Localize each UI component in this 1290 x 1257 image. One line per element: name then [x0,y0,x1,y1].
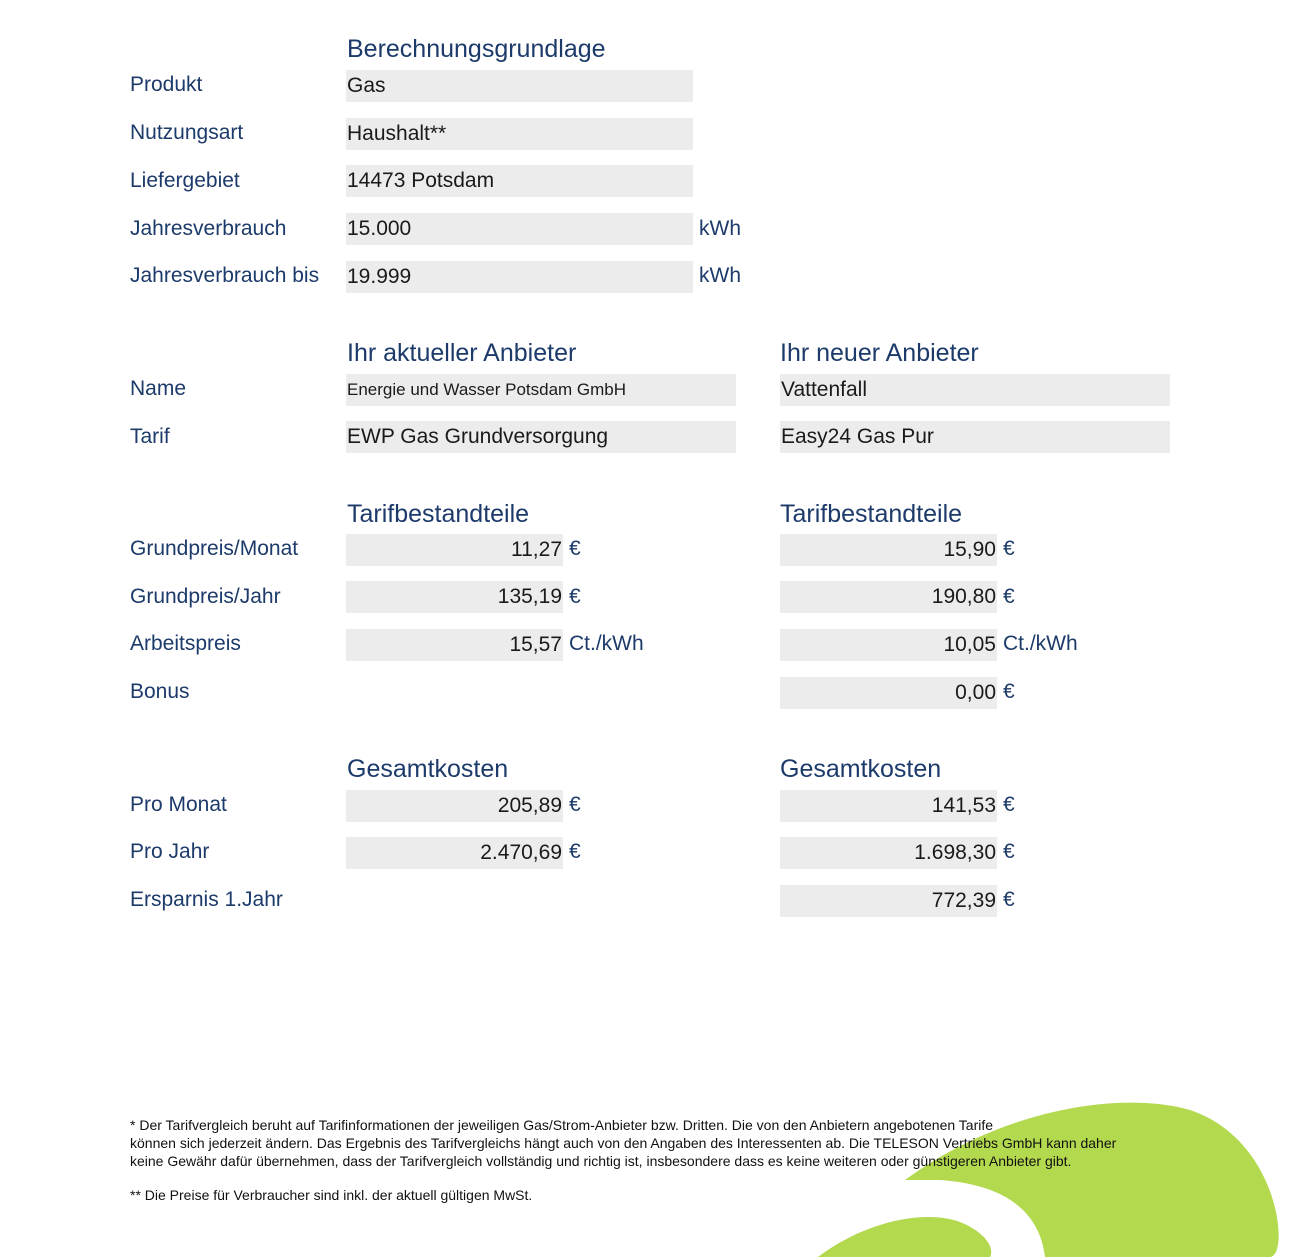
grundpreis-monat-new-unit: € [1003,537,1015,560]
liefergebiet-label: Liefergebiet [130,169,240,192]
grundpreis-monat-new-value: 15,90 [780,534,997,566]
new-provider-heading: Ihr neuer Anbieter [780,339,979,367]
jahresverbrauch-label: Jahresverbrauch [130,217,287,240]
arbeitspreis-label: Arbeitspreis [130,632,241,655]
grundpreis-jahr-new-value: 190,80 [780,581,997,613]
grundpreis-monat-current-value: 11,27 [346,534,563,566]
bonus-new-value: 0,00 [780,677,997,709]
ersparnis-new-value: 772,39 [780,885,997,917]
produkt-label: Produkt [130,73,203,96]
pro-monat-current-value: 205,89 [346,790,563,822]
grundpreis-jahr-current-value: 135,19 [346,581,563,613]
pro-jahr-label: Pro Jahr [130,840,210,863]
brand-swoosh-small [818,1217,991,1257]
provider-name-label: Name [130,377,187,400]
totals-heading-new: Gesamtkosten [780,755,942,783]
jahresverbrauch-unit: kWh [699,217,741,240]
jahresverbrauch-bis-label: Jahresverbrauch bis [130,264,320,287]
current-tariff-field: EWP Gas Grundversorgung [346,421,736,453]
jahresverbrauch-bis-field: 19.999 [346,261,693,293]
disclaimer-line-2: können sich jederzeit ändern. Das Ergebnis des Tarifvergleichs hängt auch von den Angaben des Interessenten ab. Die TELESON Vertriebs GmbH kann daher [130,1135,1117,1151]
disclaimer-footnote [130,1116,1230,1170]
grundpreis-jahr-label: Grundpreis/Jahr [130,585,281,608]
pro-jahr-current-unit: € [569,840,581,863]
totals-heading-current: Gesamtkosten [347,755,509,783]
arbeitspreis-current-unit: Ct./kWh [569,632,644,655]
arbeitspreis-new-unit: Ct./kWh [1003,632,1078,655]
pro-jahr-current-value: 2.470,69 [346,837,563,869]
ersparnis-new-unit: € [1003,888,1015,911]
pro-monat-current-unit: € [569,793,581,816]
current-provider-heading: Ihr aktueller Anbieter [347,339,577,367]
ersparnis-label: Ersparnis 1.Jahr [130,888,283,911]
nutzungsart-label: Nutzungsart [130,121,244,144]
pro-monat-new-value: 141,53 [780,790,997,822]
pro-jahr-new-value: 1.698,30 [780,837,997,869]
arbeitspreis-new-value: 10,05 [780,629,997,661]
disclaimer-line-3: keine Gewähr dafür übernehmen, dass der Tarifvergleich vollständig und richtig ist, insbesondere dass es keine weiteren oder günstigeren Anbieter gibt. [130,1153,1072,1169]
tariff-label: Tarif [130,425,170,448]
bonus-new-unit: € [1003,680,1015,703]
new-provider-name-field: Vattenfall [780,374,1170,406]
current-provider-name-field: Energie und Wasser Potsdam GmbH [346,374,736,406]
pro-monat-label: Pro Monat [130,793,227,816]
grundpreis-jahr-new-unit: € [1003,585,1015,608]
pro-monat-new-unit: € [1003,793,1015,816]
jahresverbrauch-bis-unit: kWh [699,264,741,287]
disclaimer-line-1: * Der Tarifvergleich beruht auf Tarifinformationen der jeweiligen Gas/Strom-Anbieter bzw. Dritten. Die von den Anbietern angebotenen Tarife [130,1117,994,1133]
grundpreis-jahr-current-unit: € [569,585,581,608]
liefergebiet-field: 14473 Potsdam [346,165,693,197]
jahresverbrauch-field: 15.000 [346,213,693,245]
components-heading-current: Tarifbestandteile [347,500,530,528]
basis-heading: Berechnungsgrundlage [347,35,606,63]
grundpreis-monat-current-unit: € [569,537,581,560]
new-tariff-field: Easy24 Gas Pur [780,421,1170,453]
pro-jahr-new-unit: € [1003,840,1015,863]
nutzungsart-field: Haushalt** [346,118,693,150]
produkt-field: Gas [346,70,693,102]
bonus-label: Bonus [130,680,190,703]
grundpreis-monat-label: Grundpreis/Monat [130,537,299,560]
arbeitspreis-current-value: 15,57 [346,629,563,661]
vat-footnote: ** Die Preise für Verbraucher sind inkl. der aktuell gültigen MwSt. [130,1187,533,1203]
components-heading-new: Tarifbestandteile [780,500,963,528]
